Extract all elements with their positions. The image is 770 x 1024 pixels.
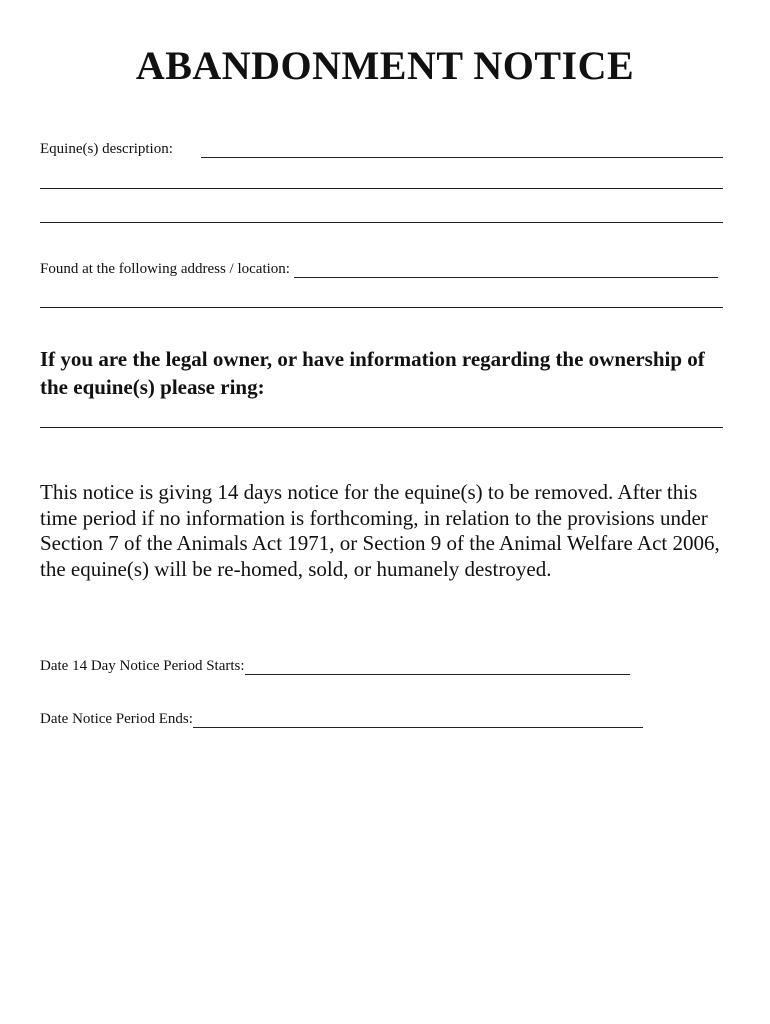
found-location-row <box>40 260 718 278</box>
end-date-blank[interactable] <box>193 713 643 728</box>
page-title: ABANDONMENT NOTICE <box>135 43 635 88</box>
contact-phone-blank[interactable] <box>40 427 723 428</box>
equine-description-blank-3[interactable] <box>40 222 723 223</box>
equine-description-blank-2[interactable] <box>40 188 723 189</box>
end-date-label: Date Notice Period Ends: <box>40 711 193 727</box>
notice-body: This notice is giving 14 days notice for the equine(s) to be removed. After this time period if no information is forthcoming, in relation to the provisions under Section 7 of the Animals Act 1971, or Section 9 of the Animal Welfare Act 2006, the equine(s) will be re-homed, sold, or humanely destroyed. <box>40 480 720 581</box>
found-location-blank[interactable] <box>294 263 718 278</box>
end-date-row <box>40 710 643 728</box>
found-location-blank-2[interactable] <box>40 307 723 308</box>
equine-description-label: Equine(s) description: <box>40 141 173 157</box>
equine-description-row <box>40 140 723 158</box>
start-date-label: Date 14 Day Notice Period Starts: <box>40 658 245 674</box>
start-date-row <box>40 657 630 675</box>
equine-description-blank[interactable] <box>201 143 723 158</box>
start-date-blank[interactable] <box>245 660 630 675</box>
found-location-label: Found at the following address / location: <box>40 261 290 277</box>
contact-heading: If you are the legal owner, or have information regarding the ownership of the equine(s) please ring: <box>40 347 705 399</box>
